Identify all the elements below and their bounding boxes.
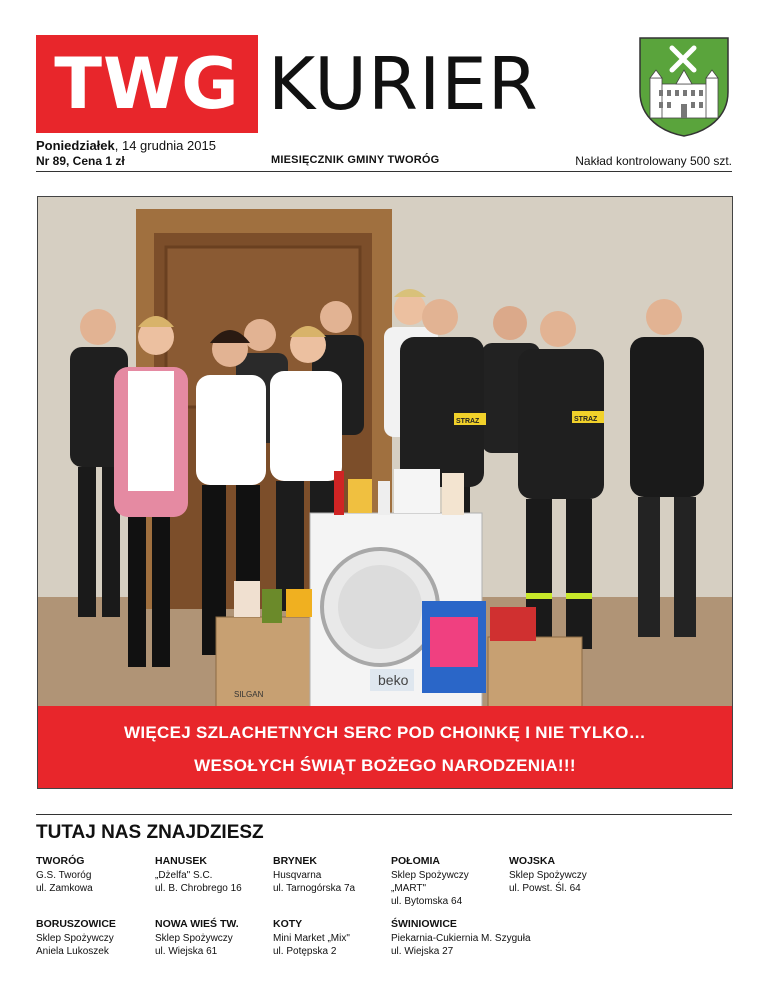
location-name: WOJSKA: [509, 855, 556, 867]
location-line: ul. Powst. Śl. 64: [509, 883, 581, 894]
box-label-silgan: SILGAN: [234, 690, 264, 699]
location-item: [273, 855, 355, 895]
location-line: Sklep Spożywczy: [509, 870, 587, 881]
location-item: [36, 855, 93, 895]
location-line: ul. Wiejska 61: [155, 946, 218, 957]
headline-banner: [37, 706, 733, 789]
headline-line-1: WIĘCEJ SZLACHETNYCH SERC POD CHOINKĘ I NIE TYLKO…: [124, 723, 646, 742]
location-name: POŁOMIA: [391, 855, 440, 867]
location-line: ul. B. Chrobrego 16: [155, 883, 242, 894]
issue-number-price: Nr 89, Cena 1 zł: [36, 154, 125, 168]
circulation-note: Nakład kontrolowany 500 szt.: [575, 154, 732, 168]
location-item: [155, 918, 239, 958]
location-name: HANUSEK: [155, 855, 207, 867]
headline-line-2: WESOŁYCH ŚWIĄT BOŻEGO NARODZENIA!!!: [194, 756, 576, 775]
location-line: ul. Bytomska 64: [391, 896, 463, 907]
location-line: „MART": [391, 883, 427, 894]
municipal-crest-icon: [636, 34, 732, 138]
twg-logo: TWG: [36, 35, 258, 133]
location-line: Husqvarna: [273, 870, 322, 881]
location-item: [273, 918, 350, 958]
location-item: [391, 855, 469, 908]
issue-day: Poniedziałek: [36, 138, 115, 153]
location-item: [36, 918, 116, 958]
location-line: Mini Market „Mix": [273, 933, 350, 944]
header-divider: [36, 171, 732, 172]
location-name: BRYNEK: [273, 855, 317, 867]
location-line: Aniela Lukoszek: [36, 946, 109, 957]
location-line: ul. Zamkowa: [36, 883, 93, 894]
issue-date-rest: , 14 grudnia 2015: [114, 138, 216, 153]
location-item: [509, 855, 587, 895]
newspaper-title: KURIER: [268, 42, 539, 126]
location-line: Sklep Spożywczy: [391, 870, 469, 881]
straz-patch-2: STRAZ: [574, 416, 598, 423]
location-line: Sklep Spożywczy: [36, 933, 114, 944]
location-line: G.S. Tworóg: [36, 870, 92, 881]
location-name: ŚWINIOWICE: [391, 918, 457, 930]
section-divider: [36, 814, 732, 815]
location-name: KOTY: [273, 918, 303, 930]
location-line: Sklep Spożywczy: [155, 933, 233, 944]
location-line: Piekarnia-Cukiernia M. Szyguła: [391, 933, 531, 944]
tagline: MIESIĘCZNIK GMINY TWORÓG: [271, 154, 440, 166]
straz-patch-1: STRAZ: [456, 418, 480, 425]
cover-photo: [37, 196, 733, 708]
location-name: BORUSZOWICE: [36, 918, 116, 930]
location-line: ul. Wiejska 27: [391, 946, 454, 957]
location-item: [155, 855, 242, 895]
location-name: TWORÓG: [36, 855, 85, 867]
location-item: [391, 918, 531, 958]
box-label-beko: beko: [378, 672, 409, 688]
location-name: NOWA WIEŚ TW.: [155, 918, 239, 930]
issue-date: [36, 138, 216, 153]
location-line: „Dżelfa" S.C.: [155, 870, 213, 881]
location-line: ul. Potępska 2: [273, 946, 337, 957]
locations-heading: TUTAJ NAS ZNAJDZIESZ: [36, 822, 264, 843]
location-line: ul. Tarnogórska 7a: [273, 883, 356, 894]
